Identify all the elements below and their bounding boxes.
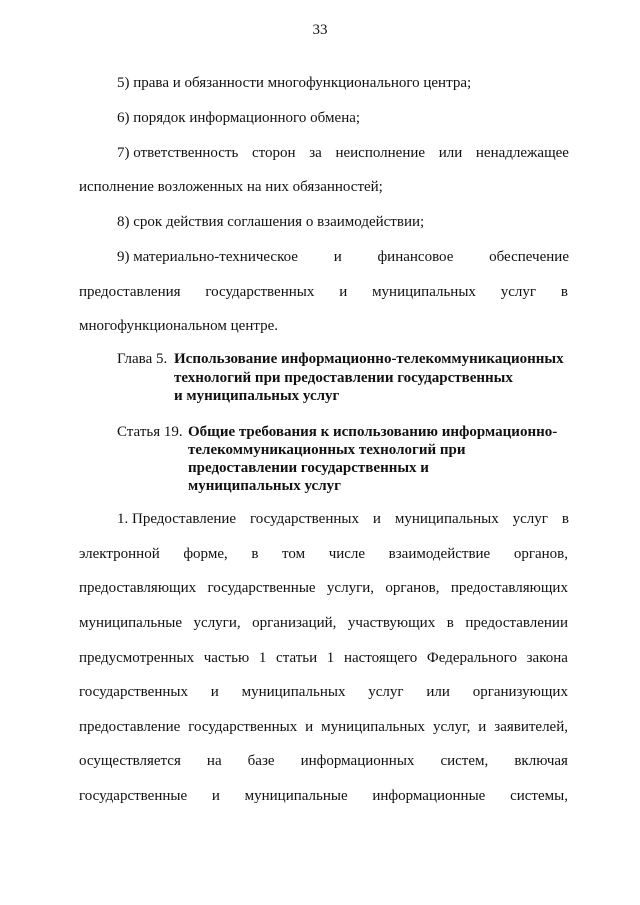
word: и xyxy=(333,249,342,265)
word: числе xyxy=(328,546,366,562)
word: в xyxy=(560,284,568,300)
word: сторон xyxy=(252,145,296,161)
chapter-title-line-1: Использование информационно-телекоммуникационных xyxy=(174,351,564,367)
word: или xyxy=(426,684,450,700)
list-item-9-line-3: многофункциональном центре. xyxy=(79,318,278,334)
word: предусмотренных xyxy=(79,650,195,666)
word: за xyxy=(309,145,322,161)
word: услуг xyxy=(500,284,537,300)
word: финансовое xyxy=(377,249,454,265)
word: ненадлежащее xyxy=(475,145,569,161)
word: частью xyxy=(203,650,250,666)
word: услуги, xyxy=(193,615,241,631)
word: государственные xyxy=(207,580,316,596)
word: предоставления xyxy=(79,284,181,300)
paragraph-line-9 xyxy=(79,787,568,805)
word: организующих xyxy=(472,684,568,700)
word: услуг xyxy=(368,684,404,700)
word: организаций, xyxy=(252,615,337,631)
word: в xyxy=(251,546,259,562)
word: Федерального xyxy=(426,650,517,666)
word: и xyxy=(478,719,487,735)
word: муниципальных xyxy=(372,284,476,300)
word: и xyxy=(339,284,348,300)
list-item-9-line-1 xyxy=(117,248,569,266)
word: государственные xyxy=(79,788,188,804)
article-title-line-2: телекоммуникационных технологий при xyxy=(188,442,466,458)
paragraph-line-2 xyxy=(79,545,568,563)
word: включая xyxy=(514,753,568,769)
word: муниципальных xyxy=(394,511,499,527)
article-prefix: Статья 19. xyxy=(117,424,183,440)
page-number: 33 xyxy=(312,22,328,38)
word: муниципальных xyxy=(321,719,426,735)
word: форме, xyxy=(183,546,228,562)
word: услуг xyxy=(512,511,548,527)
word: информационные xyxy=(372,788,486,804)
chapter-prefix: Глава 5. xyxy=(117,351,168,367)
word: муниципальных xyxy=(241,684,346,700)
word: 9) материально-техническое xyxy=(117,249,298,265)
word: 1 xyxy=(258,650,267,666)
word: обеспечение xyxy=(489,249,569,265)
word: осуществляется xyxy=(79,753,181,769)
word: информационных xyxy=(300,753,415,769)
word: органов, xyxy=(513,546,568,562)
word: и xyxy=(210,684,219,700)
word: закона xyxy=(526,650,568,666)
word: муниципальные xyxy=(244,788,348,804)
article-title-line-4: муниципальных услуг xyxy=(188,478,341,494)
word: и xyxy=(372,511,381,527)
list-item-5: 5) права и обязанности многофункционального центра; xyxy=(117,75,472,91)
word: системы, xyxy=(510,788,568,804)
word: государственных xyxy=(79,684,188,700)
paragraph-line-5 xyxy=(79,649,568,667)
word: органов, xyxy=(385,580,440,596)
paragraph-line-3 xyxy=(79,579,568,597)
chapter-title-line-3: и муниципальных услуг xyxy=(174,388,340,404)
word: услуги, xyxy=(326,580,374,596)
word: статьи xyxy=(276,650,318,666)
article-title-line-1: Общие требования к использованию информационно- xyxy=(188,424,558,440)
paragraph-line-6 xyxy=(79,683,568,701)
word: на xyxy=(206,753,222,769)
word: и xyxy=(305,719,314,735)
word: том xyxy=(282,546,306,562)
word: систем, xyxy=(440,753,489,769)
word: предоставляющих xyxy=(450,580,568,596)
word: 1 xyxy=(326,650,335,666)
list-item-7-line-1 xyxy=(117,144,569,162)
word: муниципальные xyxy=(79,615,183,631)
word: предоставление xyxy=(79,719,181,735)
paragraph-line-8 xyxy=(79,752,568,770)
word: взаимодействие xyxy=(388,546,491,562)
list-item-9-line-2 xyxy=(79,283,568,301)
word: базе xyxy=(247,753,275,769)
word: в xyxy=(446,615,454,631)
word: в xyxy=(561,511,569,527)
list-item-6: 6) порядок информационного обмена; xyxy=(117,110,361,126)
word: или xyxy=(438,145,463,161)
list-item-7-line-2: исполнение возложенных на них обязанностей; xyxy=(79,179,383,195)
word: государственных xyxy=(205,284,315,300)
word: настоящего xyxy=(343,650,418,666)
chapter-title-line-2: технологий при предоставлении государственных xyxy=(174,370,513,386)
word: государственных xyxy=(250,511,359,527)
paragraph-line-4 xyxy=(79,614,568,632)
word: неисполнение xyxy=(335,145,426,161)
paragraph-line-7 xyxy=(79,718,568,736)
word: заявителей, xyxy=(494,719,568,735)
word: государственных xyxy=(188,719,298,735)
word: 1. Предоставление xyxy=(117,511,237,527)
list-item-8: 8) срок действия соглашения о взаимодействии; xyxy=(117,214,425,230)
word: 7) ответственность xyxy=(117,145,239,161)
word: и xyxy=(211,788,220,804)
word: предоставляющих xyxy=(79,580,197,596)
word: участвующих xyxy=(347,615,436,631)
word: электронной xyxy=(79,546,160,562)
paragraph-line-1 xyxy=(117,510,569,528)
word: предоставлении xyxy=(465,615,568,631)
word: услуг, xyxy=(432,719,471,735)
article-title-line-3: предоставлении государственных и xyxy=(188,460,429,476)
